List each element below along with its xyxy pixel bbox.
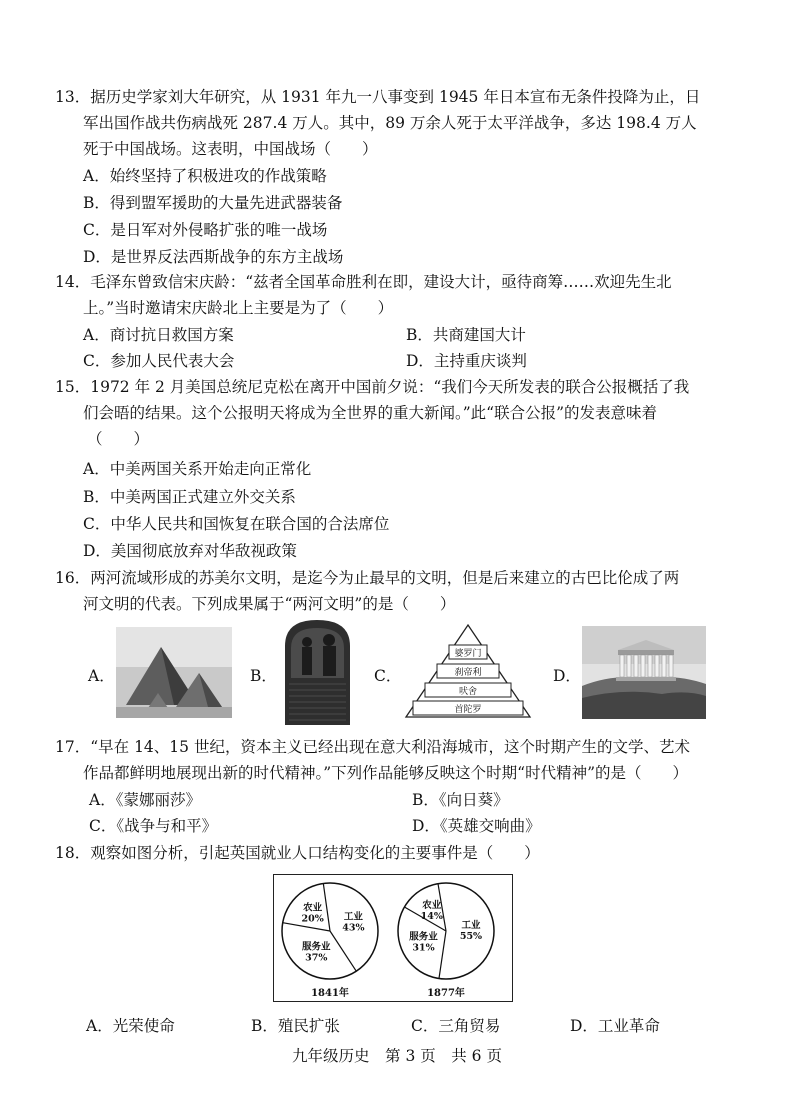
question-13	[55, 84, 745, 162]
caste-label-vaishya: 吠舍	[458, 687, 478, 697]
q13-option-c[interactable]: C．是日军对外侵略扩张的唯一战场	[83, 221, 328, 239]
question-14	[55, 269, 745, 321]
q16-line-1: 16．两河流域形成的苏美尔文明，是迄今为止最早的文明，但是后来建立的古巴比伦成了两	[55, 569, 680, 587]
q13-option-b[interactable]: B．得到盟军援助的大量先进武器装备	[83, 194, 343, 212]
pie-year-label-0: 1841年	[311, 988, 349, 999]
q16-option-b-letter[interactable]: B．	[250, 667, 277, 685]
q17-option-d[interactable]: D．《英雄交响曲》	[412, 817, 541, 835]
q18-line-1: 18．观察如图分析，引起英国就业人口结构变化的主要事件是（ ）	[55, 844, 540, 862]
q15-option-a[interactable]: A．中美两国关系开始走向正常化	[83, 460, 312, 478]
q18-option-d[interactable]: D．工业革命	[570, 1017, 660, 1035]
pie-label-1-1-1: 55%	[459, 931, 483, 943]
q15-option-c[interactable]: C．中华人民共和国恢复在联合国的合法席位	[83, 515, 390, 533]
q13-option-a[interactable]: A．始终坚持了积极进攻的作战策略	[83, 167, 327, 185]
pie-charts-svg	[274, 875, 512, 1001]
pie-year-label-1: 1877年	[427, 988, 465, 999]
q15-line-3: （ ）	[87, 430, 150, 448]
question-18	[55, 840, 745, 866]
q17-option-a[interactable]: A．《蒙娜丽莎》	[89, 791, 201, 809]
q14-option-a[interactable]: A．商讨抗日救国方案	[83, 326, 234, 344]
employment-pie-charts	[273, 874, 513, 1002]
pie-label-0-2-0: 服务业	[302, 941, 331, 953]
pie-label-1-2-1: 31%	[412, 942, 435, 954]
pie-label-1-1-0: 工业	[461, 920, 481, 932]
pie-label-0-2-1: 37%	[305, 952, 328, 964]
q18-option-a[interactable]: A．光荣使命	[86, 1017, 175, 1035]
question-15	[55, 374, 745, 452]
q17-option-c[interactable]: C．《战争与和平》	[89, 817, 218, 835]
pie-label-0-1-0: 工业	[343, 911, 363, 923]
q14-line-1: 14．毛泽东曾致信宋庆龄：“兹者全国革命胜利在即，建设大计，亟待商筹……欢迎先生北	[55, 273, 672, 291]
q16-option-d-letter[interactable]: D．	[553, 667, 581, 685]
q17-line-1: 17．“早在 14、15 世纪，资本主义已经出现在意大利沿海城市，这个时期产生的文学、艺术	[55, 738, 690, 756]
caste-pyramid-diagram[interactable]	[404, 623, 532, 719]
q18-option-c[interactable]: C．三角贸易	[411, 1017, 501, 1035]
pie-label-0-0-0: 农业	[303, 902, 323, 914]
q15-option-d[interactable]: D．美国彻底放弃对华敌视政策	[83, 542, 297, 560]
pyramids-image[interactable]	[116, 627, 232, 718]
parthenon-image[interactable]	[582, 626, 706, 719]
caste-label-kshatriya: 刹帝利	[454, 668, 482, 678]
q13-line-1: 13．据历史学家刘大年研究，从 1931 年九一八事变到 1945 年日本宣布无条件投降为止，日	[55, 88, 701, 106]
q14-option-c[interactable]: C．参加人民代表大会	[83, 352, 235, 370]
q16-option-a-letter[interactable]: A．	[88, 667, 115, 685]
q15-line-1: 15．1972 年 2 月美国总统尼克松在离开中国前夕说：“我们今天所发表的联合公报概括了我	[55, 378, 690, 396]
pie-label-1-2-0: 服务业	[409, 931, 438, 943]
pie-label-1-0-1: 14%	[420, 911, 443, 923]
q17-line-2: 作品都鲜明地展现出新的时代精神。”下列作品能够反映这个时期“时代精神”的是（ ）	[83, 764, 689, 782]
q14-option-d[interactable]: D．主持重庆谈判	[406, 352, 527, 370]
q14-line-2: 上。”当时邀请宋庆龄北上主要是为了（ ）	[83, 299, 394, 317]
caste-label-brahmin: 婆罗门	[454, 649, 482, 659]
pie-label-0-1-1: 43%	[342, 922, 365, 934]
q18-option-b[interactable]: B．殖民扩张	[251, 1017, 340, 1035]
q13-option-d[interactable]: D．是世界反法西斯战争的东方主战场	[83, 248, 344, 266]
q15-line-2: 们会晤的结果。这个公报明天将成为全世界的重大新闻。”此“联合公报”的发表意味着	[83, 404, 658, 422]
q15-option-b[interactable]: B．中美两国正式建立外交关系	[83, 488, 296, 506]
question-17	[55, 734, 745, 786]
hammurabi-stele-image[interactable]	[279, 618, 356, 725]
question-16	[55, 565, 745, 617]
q17-option-b[interactable]: B．《向日葵》	[412, 791, 509, 809]
pie-label-0-0-1: 20%	[301, 913, 324, 925]
q16-option-c-letter[interactable]: C．	[374, 667, 402, 685]
q16-line-2: 河文明的代表。下列成果属于“两河文明”的是（ ）	[83, 595, 456, 613]
q13-line-2: 军出国作战共伤病战死 287.4 万人。其中，89 万余人死于太平洋战争，多达 198.4 万人	[83, 114, 697, 132]
q13-line-3: 死于中国战场。这表明，中国战场（ ）	[83, 140, 378, 158]
pie-label-1-0-0: 农业	[422, 900, 442, 912]
page-footer: 九年级历史 第 3 页 共 6 页	[292, 1047, 502, 1065]
caste-label-shudra: 首陀罗	[454, 705, 482, 715]
q14-option-b[interactable]: B．共商建国大计	[406, 326, 526, 344]
